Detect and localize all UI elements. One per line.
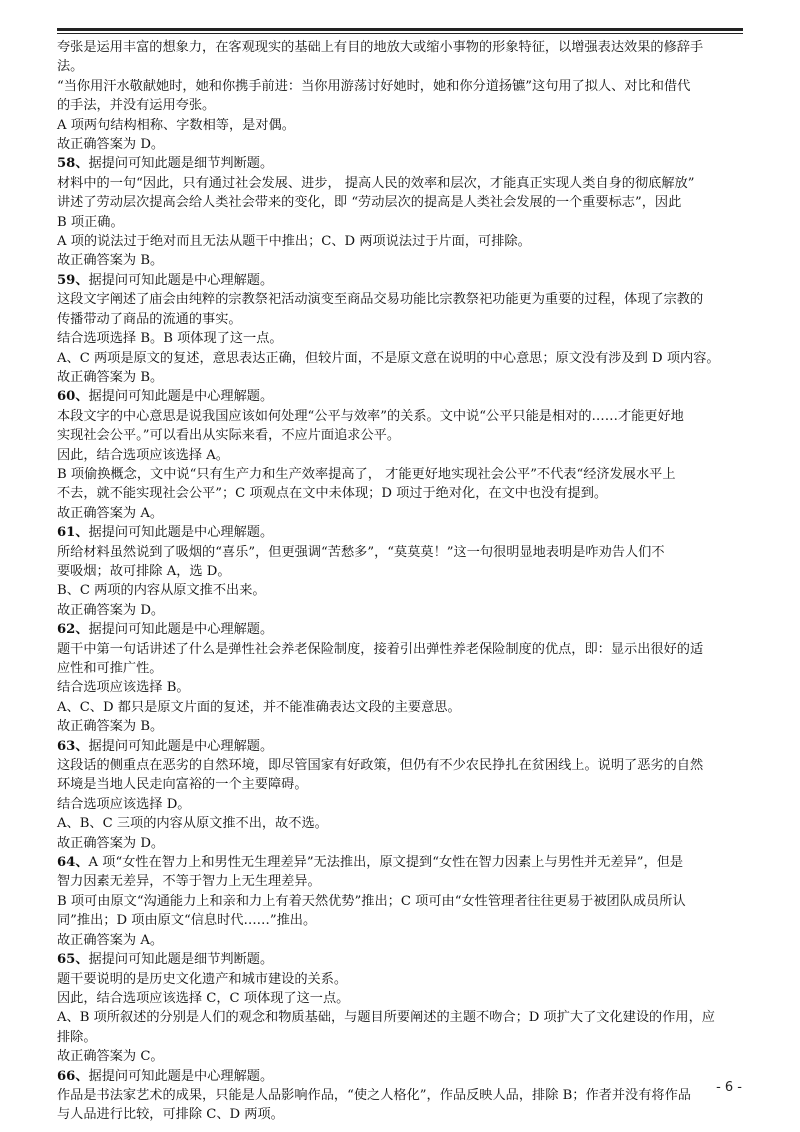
question-heading-line (57, 950, 747, 969)
line-text: B、C 两项的内容从原文推不出来。 (57, 583, 266, 599)
text-line (57, 213, 747, 232)
text-line (57, 1028, 747, 1047)
question-number: 63、 (57, 738, 89, 754)
line-text: 所给材料虽然说到了吸烟的“喜乐”，但更强调“苦愁多”，“莫莫莫！”这一句很明显地表明是咋劝告人们不 (57, 544, 665, 560)
line-text: 与人品进行比较，可排除 C、D 两项。 (57, 1107, 284, 1123)
text-line (57, 349, 747, 368)
line-text: 排除。 (57, 1029, 97, 1045)
question-number: 62、 (57, 622, 89, 638)
text-line (57, 504, 747, 523)
text-line (57, 834, 747, 853)
question-heading-line (57, 154, 747, 173)
line-text: 结合选项应该选择 B。 (57, 680, 190, 696)
line-text: 据提问可知此题是中心理解题。 (88, 525, 274, 541)
text-line (57, 892, 747, 911)
text-line (57, 1105, 747, 1124)
question-number: 66、 (57, 1068, 89, 1084)
question-heading-line (57, 387, 747, 406)
line-text: 结合选项应该选择 D。 (57, 796, 191, 812)
line-text: 据提问可知此题是中心理解题。 (88, 1068, 274, 1084)
text-line (57, 446, 747, 465)
line-text: B 项偷换概念，文中说“只有生产力和生产效率提高了， 才能更好地实现社会公平”不代表“经济发展水平上 (57, 466, 676, 482)
header-rule-thick (57, 28, 743, 31)
question-heading-line (57, 620, 747, 639)
line-text: 传播带动了商品的流通的事实。 (57, 311, 242, 327)
text-line (57, 1047, 747, 1066)
text-line (57, 426, 747, 445)
text-line (57, 775, 747, 794)
line-text: 智力因素无差异，不等于智力上无生理差异。 (57, 874, 321, 890)
line-text: 据提问可知此题是中心理解题。 (88, 272, 274, 288)
header-rule-thin (57, 33, 743, 34)
text-line (57, 543, 747, 562)
line-text: 要吸烟；故可排除 A，选 D。 (57, 563, 231, 579)
text-line (57, 193, 747, 212)
text-line (57, 717, 747, 736)
text-line (57, 931, 747, 950)
text-line (57, 911, 747, 930)
question-number: 61、 (57, 525, 89, 541)
text-line (57, 795, 747, 814)
text-line (57, 1086, 747, 1105)
line-text: A、C 两项是原文的复述，意思表达正确，但较片面，不是原文意在说明的中心意思；原文没有涉及到 D 项内容。 (57, 350, 720, 366)
text-line (57, 814, 747, 833)
line-text: A、B、C 三项的内容从原文推不出，故不选。 (57, 816, 328, 832)
text-line (57, 989, 747, 1008)
line-text: 题干要说明的是历史文化遗产和城市建设的关系。 (57, 971, 348, 987)
line-text: 题干中第一句话讲述了什么是弹性社会养老保险制度，接着引出弹性养老保险制度的优点，即：显示出很好的适 (57, 641, 704, 657)
text-line (57, 581, 747, 600)
text-line (57, 329, 747, 348)
text-line (57, 659, 747, 678)
line-text: 故正确答案为 B。 (57, 719, 164, 735)
line-text: 这段话的侧重点在恶劣的自然环境，即尽管国家有好政策，但仍有不少农民挣扎在贫困线上。说明了恶劣的自然 (57, 758, 704, 774)
line-text: 法。 (57, 59, 84, 75)
text-line (57, 465, 747, 484)
line-text: 作品是书法家艺术的成果，只能是人品影响作品，“使之人格化”，作品反映人品，排除 B；作者并没有将作品 (57, 1087, 691, 1103)
text-line (57, 57, 747, 76)
line-text: 夸张是运用丰富的想象力，在客观现实的基础上有目的地放大或缩小事物的形象特征，以增强表达效果的修辞手 (57, 40, 704, 55)
line-text: B 项可由原文“沟通能力上和亲和力上有着天然优势”推出；C 项可由“女性管理者往往更易于被团队成员所认 (57, 893, 686, 909)
line-text: 故正确答案为 D。 (57, 602, 165, 618)
line-text: 据提问可知此题是中心理解题。 (88, 738, 274, 754)
text-line (57, 872, 747, 891)
line-text: A 项“女性在智力上和男性无生理差异”无法推出，原文提到“女性在智力因素上与男性并无差异”，但是 (88, 855, 684, 871)
line-text: 材料中的一句“因此，只有通过社会发展、进步， 提高人民的效率和层次，才能真正实现人类自身的彻底解放” (57, 175, 695, 191)
question-number: 59、 (57, 272, 89, 288)
text-line (57, 640, 747, 659)
text-line (57, 698, 747, 717)
line-text: 因此，结合选项应该选择 A。 (57, 447, 229, 463)
line-text: 故正确答案为 D。 (57, 137, 165, 153)
text-line (57, 484, 747, 503)
line-text: 因此，结合选项应该选择 C，C 项体现了这一点。 (57, 990, 350, 1006)
question-number: 60、 (57, 389, 89, 405)
line-text: 讲述了劳动层次提高会给人类社会带来的变化，即 “劳动层次的提高是人类社会发展的一个重要标志”，因此 (57, 195, 682, 211)
line-text: 这段文字阐述了庙会由纯粹的宗教祭祀活动演变至商品交易功能比宗教祭祀功能更为重要的过程，体现了宗教的 (57, 292, 704, 308)
text-line (57, 1008, 747, 1027)
text-line (57, 562, 747, 581)
text-line (57, 38, 747, 57)
line-text: 本段文字的中心意思是说我国应该如何处理“公平与效率”的关系。文中说“公平只能是相对的……才能更好地 (57, 408, 684, 424)
text-line (57, 116, 747, 135)
line-text: 实现社会公平。”可以看出从实际来看，不应片面追求公平。 (57, 428, 401, 444)
question-number: 65、 (57, 952, 89, 968)
text-line (57, 174, 747, 193)
question-heading-line (57, 853, 747, 872)
text-line (57, 96, 747, 115)
line-text: 据提问可知此题是中心理解题。 (88, 622, 274, 638)
line-text: 的手法，并没有运用夸张。 (57, 98, 216, 114)
line-text: 结合选项选择 B。B 项体现了这一点。 (57, 331, 283, 347)
question-heading-line (57, 271, 747, 290)
line-text: 不去，就不能实现社会公平”；C 项观点在文中未体现；D 项过于绝对化，在文中也没有提到。 (57, 486, 608, 502)
line-text: A 项两句结构相称、字数相等，是对偶。 (57, 117, 295, 133)
text-line (57, 77, 747, 96)
text-line (57, 135, 747, 154)
question-number: 64、 (57, 855, 89, 871)
text-line (57, 601, 747, 620)
text-line (57, 290, 747, 309)
line-text: 故正确答案为 D。 (57, 835, 165, 851)
text-line (57, 756, 747, 775)
line-text: A、C、D 都只是原文片面的复述，并不能准确表达文段的主要意思。 (57, 699, 461, 715)
document-body (57, 38, 747, 1125)
text-line (57, 678, 747, 697)
line-text: 故正确答案为 B。 (57, 369, 164, 385)
question-heading-line (57, 523, 747, 542)
line-text: B 项正确。 (57, 214, 124, 230)
question-heading-line (57, 737, 747, 756)
question-heading-line (57, 1067, 747, 1086)
line-text: “当你用汗水敬献她时，她和你携手前进：当你用游荡讨好她时，她和你分道扬镳”这句用了拟人、对比和借代 (57, 78, 691, 94)
page-number: - 6 - (716, 1080, 742, 1095)
line-text: 据提问可知此题是中心理解题。 (88, 389, 274, 405)
line-text: 故正确答案为 B。 (57, 253, 164, 269)
text-line (57, 232, 747, 251)
text-line (57, 970, 747, 989)
text-line (57, 407, 747, 426)
line-text: A、B 项所叙述的分别是人们的观念和物质基础，与题目所要阐述的主题不吻合；D 项扩大了文化建设的作用，应 (57, 1010, 715, 1026)
line-text: 环境是当地人民走向富裕的一个主要障碍。 (57, 777, 308, 793)
text-line (57, 251, 747, 270)
line-text: 故正确答案为 A。 (57, 505, 164, 521)
question-number: 58、 (57, 156, 89, 172)
line-text: 同”推出；D 项由原文“信息时代……”推出。 (57, 913, 317, 929)
line-text: 据提问可知此题是细节判断题。 (88, 952, 274, 968)
text-line (57, 310, 747, 329)
line-text: 据提问可知此题是细节判断题。 (88, 156, 274, 172)
line-text: 故正确答案为 C。 (57, 1049, 164, 1065)
line-text: A 项的说法过于绝对而且无法从题干中推出；C、D 两项说法过于片面，可排除。 (57, 234, 531, 250)
line-text: 应性和可推广性。 (57, 661, 163, 676)
line-text: 故正确答案为 A。 (57, 932, 164, 948)
text-line (57, 368, 747, 387)
